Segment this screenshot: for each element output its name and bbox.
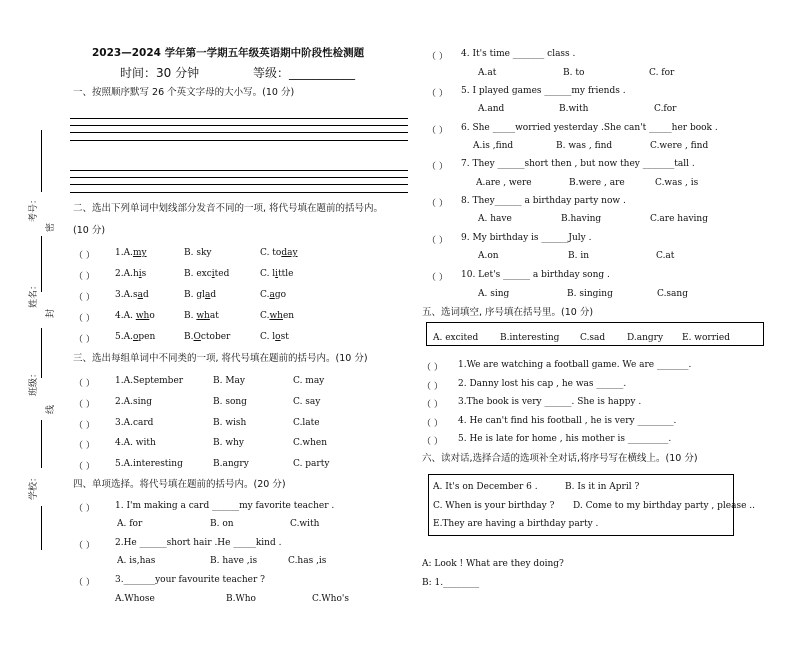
- word-option: A. excited: [433, 333, 479, 343]
- question-text: 10. Let's ______ a birthday song .: [461, 270, 610, 280]
- dialog-option: C. When is your birthday ?: [433, 501, 555, 511]
- question-text: 4. He can't find his football , he is very ________.: [458, 416, 677, 426]
- option-b: B.were , are: [569, 178, 625, 188]
- question-item: 5.A.open: [115, 332, 156, 342]
- answer-paren[interactable]: （ ）: [74, 400, 95, 410]
- question-text: 9. My birthday is ______July .: [461, 233, 592, 243]
- section-5-title: 五、选词填空, 序号填在括号里。(10 分): [422, 307, 594, 318]
- option-a: A.at: [478, 68, 497, 78]
- binding-line: [41, 236, 42, 292]
- option-a: A. sing: [478, 289, 510, 299]
- question-item: 5.A.interesting: [115, 459, 183, 469]
- option-a: A.is ,find: [473, 141, 514, 151]
- answer-paren[interactable]: （ ）: [422, 400, 443, 410]
- question-text: 8. They______ a birthday party now .: [461, 196, 626, 206]
- question-text: 5. I played games ______my friends .: [461, 86, 626, 96]
- answer-paren[interactable]: （ ）: [74, 314, 95, 324]
- question-text: 1. I'm making a card ______my favorite teacher .: [115, 501, 335, 511]
- answer-paren[interactable]: （ ）: [74, 272, 95, 282]
- answer-paren[interactable]: （ ）: [422, 437, 443, 447]
- binding-line: [41, 506, 42, 550]
- section-3-title: 三、选出每组单词中不同类的一项, 将代号填在题前的括号内。(10 分): [73, 353, 368, 364]
- answer-paren[interactable]: （ ）: [74, 251, 95, 261]
- option-b: B. wish: [213, 418, 247, 428]
- answer-paren[interactable]: （ ）: [74, 293, 95, 303]
- question-text: 3.The book is very ______. She is happy .: [458, 397, 642, 407]
- option-b: B. on: [210, 519, 234, 529]
- exam-grade: 等级：___________: [253, 66, 356, 80]
- option-b: B. have ,is: [210, 556, 258, 566]
- binding-line: [41, 130, 42, 192]
- question-text: 7. They ______short then , but now they _______tall .: [461, 159, 695, 169]
- question-text: 4. It's time _______ class .: [461, 49, 576, 59]
- option-c: C.has ,is: [288, 556, 327, 566]
- label-kaohao: 考号：: [29, 194, 39, 222]
- answer-paren[interactable]: （ ）: [74, 441, 95, 451]
- option-c: C. little: [260, 269, 294, 279]
- option-a: A. for: [117, 519, 143, 529]
- option-c: C.for: [654, 104, 677, 114]
- option-c: C. for: [649, 68, 675, 78]
- section-2-title: 二、选出下列单词中划线部分发音不同的一项, 将代号填在题前的括号内。: [73, 203, 384, 214]
- option-b: B. was , find: [556, 141, 613, 151]
- question-item: 1.A.September: [115, 376, 184, 386]
- answer-paren[interactable]: （ ）: [427, 162, 448, 172]
- question-item: 3.A.sad: [115, 290, 149, 300]
- dialog-option: D. Come to my birthday party , please ..: [573, 501, 756, 511]
- binding-margin: [0, 0, 60, 648]
- question-text: 3._______your favourite teacher ?: [115, 575, 265, 585]
- option-c: C.was , is: [655, 178, 699, 188]
- word-option: C.sad: [580, 333, 606, 343]
- option-c: C.ago: [260, 290, 286, 300]
- section-6-title: 六、读对话,选择合适的选项补全对话,将序号写在横线上。(10 分): [422, 453, 698, 464]
- option-b: B. glad: [184, 290, 217, 300]
- answer-paren[interactable]: （ ）: [427, 52, 448, 62]
- section-1-title: 一、按照顺序默写 26 个英文字母的大小写。(10 分): [73, 87, 295, 98]
- option-b: B.Who: [226, 594, 256, 604]
- question-text: 2. Danny lost his cap , he was ______.: [458, 379, 627, 389]
- option-b: B. in: [568, 251, 590, 261]
- label-xuexiao: 学校：: [29, 472, 39, 500]
- option-c: C.with: [290, 519, 320, 529]
- question-item: 2.A.sing: [115, 397, 153, 407]
- option-b: B. what: [184, 311, 219, 321]
- option-b: B. sky: [184, 248, 212, 258]
- option-b: B. singing: [567, 289, 613, 299]
- answer-paren[interactable]: （ ）: [74, 335, 95, 345]
- option-b: B. excited: [184, 269, 230, 279]
- option-c: C. may: [293, 376, 325, 386]
- answer-paren[interactable]: （ ）: [427, 126, 448, 136]
- option-b: B.angry: [213, 459, 249, 469]
- dialog-line: A: Look ! What are they doing?: [422, 559, 564, 569]
- question-item: 3.A.card: [115, 418, 154, 428]
- answer-paren[interactable]: （ ）: [427, 273, 448, 283]
- option-b: B. song: [213, 397, 247, 407]
- option-c: C.sang: [657, 289, 688, 299]
- question-item: 2.A.his: [115, 269, 147, 279]
- option-a: A.and: [478, 104, 505, 114]
- answer-paren[interactable]: （ ）: [422, 382, 443, 392]
- option-c: C.when: [260, 311, 295, 321]
- word-option: B.interesting: [500, 333, 560, 343]
- option-c: C. today: [260, 248, 298, 258]
- label-xian: 线: [46, 404, 56, 414]
- option-c: C.when: [293, 438, 328, 448]
- option-c: C. party: [293, 459, 330, 469]
- dialog-line[interactable]: B: 1.________: [422, 578, 480, 588]
- dialog-option: B. Is it in April ?: [565, 482, 640, 492]
- question-item: 1.A.my: [115, 248, 147, 258]
- dialog-option: A. It's on December 6 .: [433, 482, 538, 492]
- question-text: 5. He is late for home , his mother is _________.: [458, 434, 672, 444]
- answer-paren[interactable]: （ ）: [74, 462, 95, 472]
- option-c: C.Who's: [312, 594, 349, 604]
- option-b: B.October: [184, 332, 231, 342]
- option-b: B.having: [561, 214, 602, 224]
- answer-paren[interactable]: （ ）: [74, 504, 95, 514]
- option-a: A.are , were: [476, 178, 532, 188]
- exam-title: 2023—2024 学年第一学期五年级英语期中阶段性检测题: [92, 47, 365, 59]
- question-item: 4.A. with: [115, 438, 156, 448]
- dialog-option: E.They are having a birthday party .: [433, 519, 599, 529]
- binding-line: [41, 420, 42, 468]
- binding-line: [41, 328, 42, 378]
- option-a: A.on: [478, 251, 499, 261]
- label-xingming: 姓名：: [29, 280, 39, 308]
- word-option: D.angry: [627, 333, 664, 343]
- exam-time: 时间：30 分钟: [120, 66, 200, 80]
- option-a: A. is,has: [117, 556, 156, 566]
- section-4-title: 四、单项选择。将代号填在题前的括号内。(20 分): [73, 479, 286, 490]
- answer-paren[interactable]: （ ）: [74, 379, 95, 389]
- answer-paren[interactable]: （ ）: [422, 419, 443, 429]
- question-text: 6. She _____worried yesterday .She can't _____her book .: [461, 123, 718, 133]
- label-banji: 班级：: [29, 368, 39, 396]
- label-mi: 密: [46, 222, 56, 232]
- word-option: E. worried: [682, 333, 730, 343]
- option-b: B. to: [563, 68, 585, 78]
- option-c: C.are having: [650, 214, 708, 224]
- answer-paren[interactable]: （ ）: [422, 363, 443, 373]
- section-2-score: (10 分): [73, 225, 106, 236]
- option-c: C. say: [293, 397, 321, 407]
- question-text: 1.We are watching a football game. We are _______.: [458, 360, 692, 370]
- answer-paren[interactable]: （ ）: [427, 236, 448, 246]
- answer-paren[interactable]: （ ）: [74, 578, 95, 588]
- option-c: C.at: [656, 251, 675, 261]
- option-a: A.Whose: [115, 594, 155, 604]
- option-b: B. May: [213, 376, 246, 386]
- answer-paren[interactable]: （ ）: [427, 89, 448, 99]
- option-c: C. lost: [260, 332, 289, 342]
- question-text: 2.He ______short hair .He _____kind .: [115, 538, 282, 548]
- answer-paren[interactable]: （ ）: [74, 541, 95, 551]
- label-feng: 封: [46, 308, 56, 318]
- option-b: B.with: [559, 104, 589, 114]
- option-c: C.were , find: [650, 141, 709, 151]
- option-c: C.late: [293, 418, 320, 428]
- answer-paren[interactable]: （ ）: [427, 199, 448, 209]
- question-item: 4.A. who: [115, 311, 155, 321]
- option-b: B. why: [213, 438, 244, 448]
- option-a: A. have: [478, 214, 512, 224]
- answer-paren[interactable]: （ ）: [74, 421, 95, 431]
